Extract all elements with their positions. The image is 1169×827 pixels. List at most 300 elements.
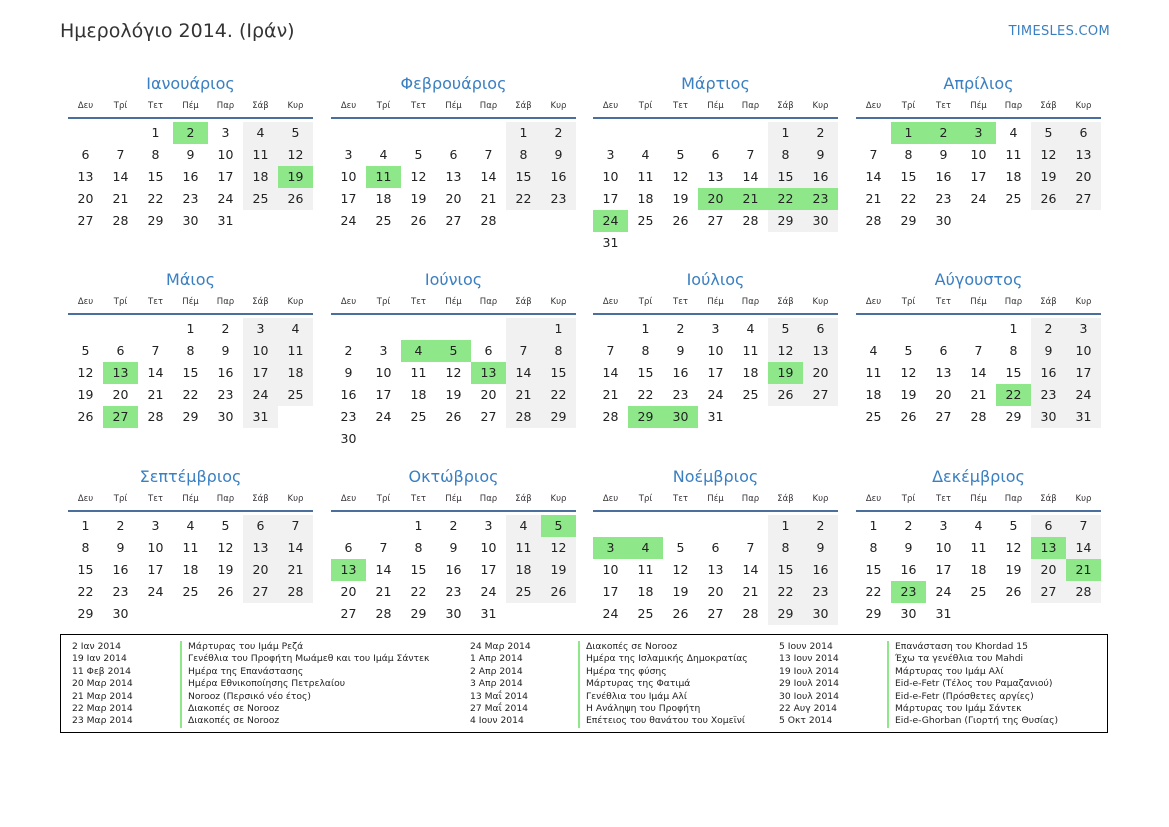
- day-cell: 14: [865, 169, 882, 184]
- day-cell: 27: [935, 409, 952, 424]
- day-cell: 18: [1005, 169, 1022, 184]
- month-calendar: [331, 466, 576, 625]
- day-cell: 10: [147, 540, 164, 555]
- weekday-header: [593, 99, 838, 119]
- empty-cell: [436, 122, 471, 144]
- day-cell: 23: [217, 387, 234, 402]
- weekday-label: Πέμ: [445, 494, 462, 504]
- month-calendar: [856, 269, 1101, 428]
- day-cell: 25: [375, 213, 392, 228]
- empty-cell: [698, 515, 733, 537]
- day-cell: 20: [707, 584, 724, 599]
- day-cell: 10: [480, 540, 497, 555]
- empty-cell: [803, 406, 838, 428]
- day-cell: 17: [217, 169, 234, 184]
- day-cell: 24: [480, 584, 497, 599]
- empty-cell: [278, 603, 313, 625]
- day-cell: 17: [1066, 362, 1101, 384]
- empty-cell: [331, 122, 366, 144]
- day-cell: 13: [707, 562, 724, 577]
- day-cell: 12: [1031, 144, 1066, 166]
- day-cell: 20: [1066, 166, 1101, 188]
- day-cell: 3: [243, 318, 278, 340]
- day-cell: 26: [410, 213, 427, 228]
- day-cell: 8: [81, 540, 90, 555]
- day-cell: 15: [506, 166, 541, 188]
- day-cell: 27: [1031, 581, 1066, 603]
- empty-cell: [208, 603, 243, 625]
- day-cell: 26: [1031, 188, 1066, 210]
- day-cell: 21: [112, 191, 129, 206]
- day-cell: 13: [445, 169, 462, 184]
- day-cell: 15: [1005, 365, 1022, 380]
- day-cell: 18: [182, 562, 199, 577]
- holiday-date: 23 Μαρ 2014: [72, 715, 133, 727]
- holiday-date: 1 Απρ 2014: [470, 653, 523, 665]
- day-cell: 11: [506, 537, 541, 559]
- holiday-name: Ημέρα της Επανάστασης: [180, 666, 303, 678]
- weekday-header: [331, 492, 576, 512]
- day-cell: 7: [869, 147, 878, 162]
- day-cell: 15: [768, 559, 803, 581]
- weekday-label: Σάβ: [777, 297, 794, 307]
- day-cell: 1: [414, 518, 423, 533]
- day-cell: 26: [278, 188, 313, 210]
- day-cell: 27: [1066, 188, 1101, 210]
- day-cell: 5: [676, 147, 685, 162]
- day-cell: 9: [186, 147, 195, 162]
- day-cell: 31: [243, 406, 278, 428]
- day-cell: 9: [904, 540, 913, 555]
- month-name: Ιανουάριος: [146, 74, 235, 93]
- day-cell: 2: [541, 122, 576, 144]
- day-cell: 17: [935, 562, 952, 577]
- weekday-label: Κυρ: [1075, 101, 1092, 111]
- day-cell: 30: [1031, 406, 1066, 428]
- day-cell: 13: [243, 537, 278, 559]
- day-cell: 28: [1066, 581, 1101, 603]
- day-cell: 27: [340, 606, 357, 621]
- day-cell: 18: [375, 191, 392, 206]
- day-cell: 25: [278, 384, 313, 406]
- holiday-name: Γενέθλια του Ιμάμ Αλί: [578, 691, 687, 703]
- day-cell: 26: [541, 581, 576, 603]
- month-name: Αύγουστος: [934, 270, 1023, 289]
- day-cell: 7: [506, 340, 541, 362]
- holiday-name: Επέτειος του θανάτου του Χομεϊνί: [578, 715, 745, 727]
- weekday-label: Σάβ: [515, 101, 532, 111]
- day-cell: 10: [340, 169, 357, 184]
- day-cell: 23: [672, 387, 689, 402]
- legend-row: [72, 666, 429, 678]
- day-cell: 12: [278, 144, 313, 166]
- holiday-name: Διακοπές σε Norooz: [180, 715, 279, 727]
- holiday-name: Η Ανάληψη του Προφήτη: [578, 703, 700, 715]
- day-cell: 19: [410, 191, 427, 206]
- day-cell: 23: [541, 188, 576, 210]
- weekday-label: Κυρ: [1075, 297, 1092, 307]
- day-grid: [593, 515, 838, 625]
- empty-cell: [961, 318, 996, 340]
- legend-row: [72, 691, 429, 703]
- day-cell: 30: [445, 606, 462, 621]
- day-cell: 17: [375, 387, 392, 402]
- day-cell: 30: [217, 409, 234, 424]
- weekday-label: Παρ: [216, 297, 235, 307]
- day-cell: 14: [602, 365, 619, 380]
- day-cell: 15: [77, 562, 94, 577]
- day-cell: 8: [506, 144, 541, 166]
- empty-cell: [803, 232, 838, 254]
- day-cell: 27: [803, 384, 838, 406]
- legend-row: [779, 703, 1058, 715]
- day-cell: 14: [480, 169, 497, 184]
- weekday-label: Παρ: [479, 494, 498, 504]
- empty-cell: [103, 318, 138, 340]
- empty-cell: [628, 515, 663, 537]
- empty-cell: [506, 428, 541, 450]
- weekday-label: Τετ: [673, 101, 688, 111]
- weekday-label: Σάβ: [777, 101, 794, 111]
- day-cell: 23: [340, 409, 357, 424]
- day-cell: 5: [81, 343, 90, 358]
- weekday-label: Δευ: [77, 297, 94, 307]
- empty-cell: [856, 122, 891, 144]
- day-cell: 8: [414, 540, 423, 555]
- day-cell: 28: [865, 213, 882, 228]
- empty-cell: [366, 122, 401, 144]
- day-cell: 6: [344, 540, 353, 555]
- weekday-label: Τρί: [901, 297, 916, 307]
- holiday-date: 19 Ιαν 2014: [72, 653, 127, 665]
- day-cell: 23: [445, 584, 462, 599]
- day-cell: 13: [1031, 537, 1066, 559]
- holiday-name: Ημέρα της Ισλαμικής Δημοκρατίας: [578, 653, 748, 665]
- day-cell: 22: [182, 387, 199, 402]
- day-cell: 26: [672, 606, 689, 621]
- day-cell: 2: [803, 122, 838, 144]
- day-cell: 1: [506, 122, 541, 144]
- holiday-name: Norooz (Περσικό νέο έτος): [180, 691, 311, 703]
- legend-row: [470, 653, 748, 665]
- weekday-header: [331, 295, 576, 315]
- day-cell: 16: [217, 365, 234, 380]
- weekday-label: Παρ: [741, 101, 760, 111]
- empty-cell: [173, 603, 208, 625]
- weekday-label: Κυρ: [812, 297, 829, 307]
- weekday-label: Πέμ: [445, 101, 462, 111]
- legend-row: [779, 653, 1058, 665]
- empty-cell: [698, 232, 733, 254]
- holiday-date: 30 Ιουλ 2014: [779, 690, 839, 702]
- day-cell: 28: [278, 581, 313, 603]
- empty-cell: [471, 428, 506, 450]
- holiday-date: 11 Φεβ 2014: [72, 665, 131, 677]
- weekday-label: Κυρ: [1075, 494, 1092, 504]
- day-cell: 8: [904, 147, 913, 162]
- weekday-header: [68, 99, 313, 119]
- day-cell: 3: [961, 122, 996, 144]
- day-cell: 22: [768, 581, 803, 603]
- weekday-label: Κυρ: [287, 297, 304, 307]
- day-cell: 30: [803, 210, 838, 232]
- day-cell: 7: [746, 540, 755, 555]
- weekday-label: Τρί: [638, 297, 653, 307]
- day-cell: 24: [935, 584, 952, 599]
- weekday-label: Τρί: [638, 101, 653, 111]
- day-cell: 24: [970, 191, 987, 206]
- day-cell: 13: [707, 169, 724, 184]
- holiday-date: 27 Μαΐ 2014: [470, 702, 529, 714]
- day-cell: 2: [926, 122, 961, 144]
- day-cell: 6: [939, 343, 948, 358]
- day-grid: [856, 122, 1101, 232]
- weekday-label: Σάβ: [515, 297, 532, 307]
- month-name: Οκτώβριος: [408, 467, 499, 486]
- day-cell: 7: [606, 343, 615, 358]
- day-cell: 30: [803, 603, 838, 625]
- weekday-label: Παρ: [1004, 494, 1023, 504]
- day-cell: 29: [410, 606, 427, 621]
- empty-cell: [471, 122, 506, 144]
- day-cell: 19: [672, 584, 689, 599]
- weekday-label: Παρ: [1004, 101, 1023, 111]
- day-grid: [593, 122, 838, 254]
- holiday-date: 2 Απρ 2014: [470, 665, 523, 677]
- holiday-date: 13 Μαΐ 2014: [470, 690, 529, 702]
- empty-cell: [996, 603, 1031, 625]
- day-cell: 4: [974, 518, 983, 533]
- weekday-label: Δευ: [602, 297, 619, 307]
- month-calendar: [68, 269, 313, 428]
- holiday-name: Μάρτυρας της Φατιμά: [578, 678, 690, 690]
- day-cell: 9: [116, 540, 125, 555]
- weekday-label: Παρ: [479, 297, 498, 307]
- day-cell: 25: [410, 409, 427, 424]
- day-cell: 15: [768, 166, 803, 188]
- day-cell: 9: [1031, 340, 1066, 362]
- day-cell: 15: [865, 562, 882, 577]
- weekday-label: Πέμ: [182, 494, 199, 504]
- empty-cell: [733, 515, 768, 537]
- month-calendar: [331, 269, 576, 450]
- weekday-header: [593, 492, 838, 512]
- day-cell: 9: [221, 343, 230, 358]
- empty-cell: [366, 318, 401, 340]
- day-cell: 8: [641, 343, 650, 358]
- legend-row: [470, 691, 748, 703]
- empty-cell: [68, 318, 103, 340]
- empty-cell: [593, 318, 628, 340]
- holiday-name: Γενέθλια του Προφήτη Μωάμεθ και του Ιμάμ Σάντεκ: [180, 653, 429, 665]
- day-cell: 23: [182, 191, 199, 206]
- legend-row: [779, 691, 1058, 703]
- day-cell: 13: [471, 362, 506, 384]
- empty-cell: [331, 515, 366, 537]
- day-cell: 16: [182, 169, 199, 184]
- day-cell: 16: [541, 166, 576, 188]
- brand-link[interactable]: TIMESLES.COM: [1008, 24, 1110, 39]
- day-cell: 16: [445, 562, 462, 577]
- day-cell: 19: [77, 387, 94, 402]
- empty-cell: [278, 406, 313, 428]
- day-cell: 1: [151, 125, 160, 140]
- day-cell: 25: [637, 606, 654, 621]
- holiday-name: Μάρτυρας του Ιμάμ Ρεζά: [180, 641, 303, 653]
- day-cell: 5: [676, 540, 685, 555]
- empty-cell: [593, 515, 628, 537]
- day-cell: 21: [733, 188, 768, 210]
- day-cell: 21: [970, 387, 987, 402]
- day-cell: 14: [742, 562, 759, 577]
- day-cell: 22: [410, 584, 427, 599]
- weekday-label: Πέμ: [182, 297, 199, 307]
- legend-row: [72, 703, 429, 715]
- day-cell: 31: [480, 606, 497, 621]
- weekday-label: Σάβ: [1040, 101, 1057, 111]
- month-name: Ιούλιος: [686, 270, 745, 289]
- day-grid: [593, 318, 838, 428]
- day-cell: 4: [869, 343, 878, 358]
- day-cell: 24: [375, 409, 392, 424]
- day-cell: 30: [182, 213, 199, 228]
- day-cell: 5: [1031, 122, 1066, 144]
- month-name: Ιούνιος: [424, 270, 483, 289]
- day-cell: 20: [698, 188, 733, 210]
- day-cell: 6: [449, 147, 458, 162]
- weekday-label: Τετ: [673, 297, 688, 307]
- day-cell: 29: [900, 213, 917, 228]
- day-cell: 5: [221, 518, 230, 533]
- day-cell: 22: [768, 188, 803, 210]
- empty-cell: [733, 122, 768, 144]
- weekday-label: Κυρ: [550, 494, 567, 504]
- weekday-label: Πέμ: [182, 101, 199, 111]
- day-cell: 24: [1066, 384, 1101, 406]
- day-cell: 13: [103, 362, 138, 384]
- day-cell: 3: [939, 518, 948, 533]
- day-cell: 24: [340, 213, 357, 228]
- empty-cell: [366, 515, 401, 537]
- day-cell: 8: [151, 147, 160, 162]
- day-cell: 20: [243, 559, 278, 581]
- legend-column: [72, 641, 429, 728]
- day-cell: 26: [900, 409, 917, 424]
- day-cell: 27: [243, 581, 278, 603]
- empty-cell: [401, 428, 436, 450]
- empty-cell: [506, 210, 541, 232]
- day-cell: 1: [186, 321, 195, 336]
- day-cell: 6: [243, 515, 278, 537]
- holiday-name: Επανάσταση του Khordad 15: [887, 641, 1028, 653]
- holiday-date: 2 Ιαν 2014: [72, 641, 121, 652]
- day-cell: 18: [243, 166, 278, 188]
- weekday-label: Δευ: [340, 297, 357, 307]
- day-cell: 22: [637, 387, 654, 402]
- legend-row: [72, 653, 429, 665]
- weekday-label: Σάβ: [515, 494, 532, 504]
- day-cell: 16: [1031, 362, 1066, 384]
- empty-cell: [331, 318, 366, 340]
- day-cell: 11: [366, 166, 401, 188]
- day-cell: 25: [182, 584, 199, 599]
- legend-row: [779, 678, 1058, 690]
- day-cell: 5: [541, 515, 576, 537]
- day-cell: 19: [768, 362, 803, 384]
- empty-cell: [663, 232, 698, 254]
- legend-row: [470, 715, 748, 727]
- day-grid: [331, 515, 576, 625]
- day-cell: 4: [379, 147, 388, 162]
- weekday-label: Τετ: [673, 494, 688, 504]
- day-cell: 21: [742, 584, 759, 599]
- day-cell: 12: [445, 365, 462, 380]
- day-cell: 25: [1005, 191, 1022, 206]
- empty-cell: [926, 318, 961, 340]
- day-cell: 14: [970, 365, 987, 380]
- day-cell: 11: [278, 340, 313, 362]
- day-cell: 25: [742, 387, 759, 402]
- weekday-label: Δευ: [865, 297, 882, 307]
- day-cell: 5: [278, 122, 313, 144]
- day-cell: 2: [676, 321, 685, 336]
- month-calendar: [331, 73, 576, 232]
- weekday-label: Δευ: [340, 101, 357, 111]
- legend-row: [779, 666, 1058, 678]
- legend-row: [72, 715, 429, 727]
- day-cell: 17: [970, 169, 987, 184]
- day-cell: 16: [340, 387, 357, 402]
- day-grid: [68, 515, 313, 625]
- day-cell: 19: [900, 387, 917, 402]
- day-cell: 24: [602, 606, 619, 621]
- day-cell: 27: [77, 213, 94, 228]
- day-cell: 7: [974, 343, 983, 358]
- empty-cell: [996, 210, 1031, 232]
- day-cell: 2: [344, 343, 353, 358]
- day-cell: 20: [77, 191, 94, 206]
- empty-cell: [1031, 603, 1066, 625]
- day-cell: 1: [1009, 321, 1018, 336]
- empty-cell: [628, 232, 663, 254]
- holiday-date: 3 Απρ 2014: [470, 678, 523, 690]
- day-cell: 29: [1005, 409, 1022, 424]
- day-cell: 17: [602, 584, 619, 599]
- day-cell: 31: [707, 409, 724, 424]
- day-cell: 24: [707, 387, 724, 402]
- weekday-label: Πέμ: [445, 297, 462, 307]
- day-cell: 1: [541, 318, 576, 340]
- day-cell: 15: [182, 365, 199, 380]
- day-cell: 18: [637, 191, 654, 206]
- day-cell: 14: [1066, 537, 1101, 559]
- day-cell: 29: [768, 603, 803, 625]
- day-cell: 20: [112, 387, 129, 402]
- day-cell: 9: [449, 540, 458, 555]
- weekday-label: Σάβ: [252, 494, 269, 504]
- weekday-label: Πέμ: [970, 297, 987, 307]
- day-cell: 9: [803, 144, 838, 166]
- day-cell: 11: [182, 540, 199, 555]
- weekday-header: [593, 295, 838, 315]
- day-cell: 19: [278, 166, 313, 188]
- day-cell: 14: [375, 562, 392, 577]
- day-grid: [68, 122, 313, 232]
- day-cell: 30: [112, 606, 129, 621]
- day-grid: [331, 318, 576, 450]
- weekday-label: Τρί: [901, 494, 916, 504]
- day-cell: 6: [1066, 122, 1101, 144]
